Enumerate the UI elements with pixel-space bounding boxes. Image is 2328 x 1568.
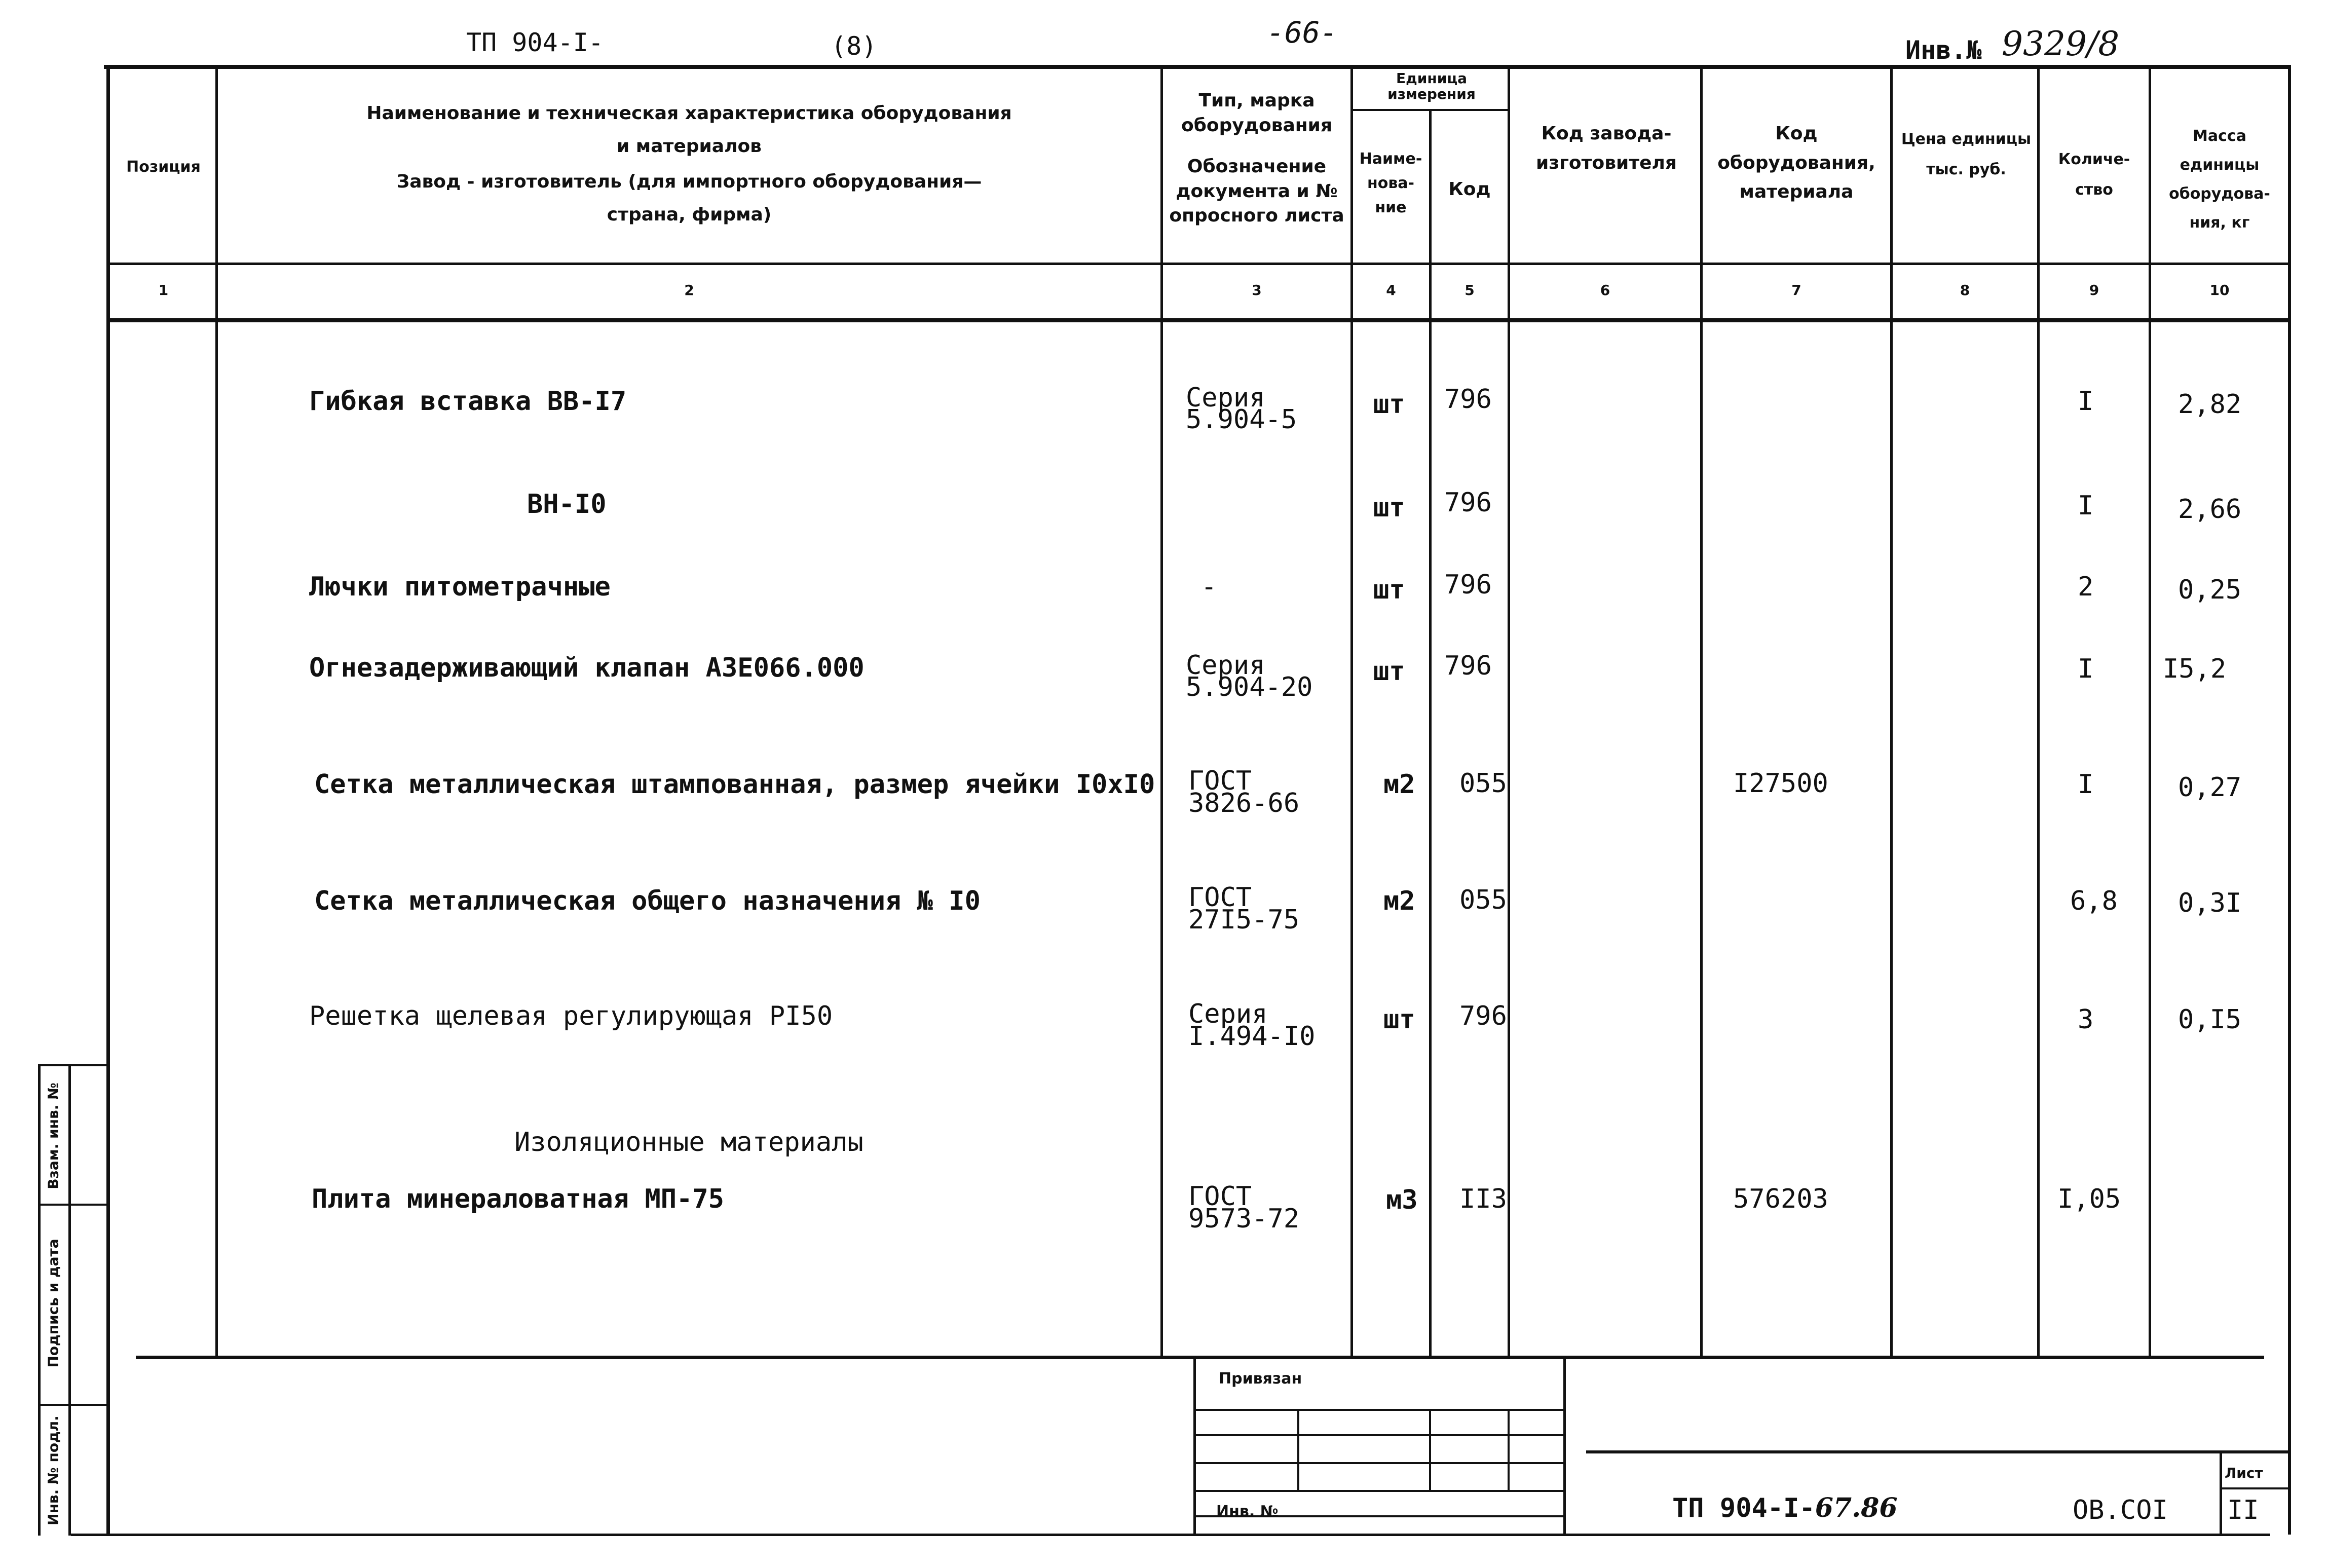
colnum-7: 7 [1791, 282, 1801, 298]
item-name: ВН-I0 [527, 489, 607, 519]
sheet-number: II [2227, 1495, 2259, 1525]
document-code-prefix: ТП 904-I- [1672, 1493, 1815, 1523]
item-mass: 0,25 [2178, 575, 2242, 605]
stamp-box-right [1563, 1356, 1566, 1536]
section-title: Изоляционные материалы [514, 1127, 863, 1158]
item-mass: 2,66 [2178, 494, 2242, 525]
item-unit-code: 796 [1444, 488, 1492, 518]
item-quantity: I [2078, 769, 2094, 800]
colnum-4: 4 [1386, 282, 1396, 298]
item-unit-code: 796 [1444, 570, 1492, 600]
header-unit-code: Код [1448, 179, 1491, 200]
item-unit: шт [1383, 1004, 1415, 1035]
item-unit-code: 796 [1459, 1001, 1507, 1031]
item-unit-code: 796 [1444, 651, 1492, 681]
item-mass: 0,27 [2178, 772, 2242, 803]
item-unit: шт [1373, 493, 1405, 523]
item-doc-line1: ГОСТ [1188, 1181, 1252, 1212]
item-quantity: I [2078, 386, 2094, 417]
item-name: Плита минераловатная МП-75 [312, 1184, 724, 1214]
header-document: Обозначение документа и № опросного листа [1169, 156, 1344, 227]
stamp-privyazan: Привязан [1219, 1370, 1302, 1388]
item-name: Лючки питометрачные [309, 572, 611, 602]
item-quantity: I,05 [2057, 1184, 2121, 1214]
item-quantity: I [2078, 654, 2094, 684]
sheet-label: Лист [2225, 1465, 2263, 1481]
item-doc-line1: - [1201, 572, 1217, 602]
item-unit: шт [1373, 575, 1405, 605]
header-name-line3: Завод - изготовитель (для импортного оборудования— [396, 171, 982, 192]
col-line-8 [2037, 65, 2040, 1357]
col-line-7 [1890, 65, 1893, 1357]
side-stamp-top [38, 1064, 109, 1066]
colnum-3: 3 [1252, 282, 1262, 298]
item-unit: м2 [1383, 769, 1415, 800]
colnum-2: 2 [684, 282, 694, 298]
item-doc-line2: 5.904-5 [1186, 404, 1297, 435]
col-line-5 [1508, 65, 1510, 1357]
item-quantity: 2 [2078, 572, 2094, 602]
side-signature-date: Подпись и дата [45, 1239, 62, 1368]
col-line-1 [215, 65, 218, 1357]
item-unit: м3 [1386, 1185, 1418, 1215]
item-doc-line2: 27I5-75 [1188, 905, 1300, 935]
unit-group-divider [1350, 109, 1510, 111]
header-type: Тип, марка оборудования [1181, 90, 1332, 136]
col-line-6 [1700, 65, 1703, 1357]
side-stamp-div2 [38, 1404, 109, 1406]
side-inv-original: Инв. № подл. [45, 1415, 62, 1525]
body-bottom-line [136, 1356, 2264, 1359]
sheet-cell-left [2220, 1453, 2222, 1535]
item-unit-code: 796 [1444, 384, 1492, 415]
header-equipment-code: Код оборудования, материала [1717, 123, 1875, 203]
item-quantity: 6,8 [2070, 886, 2118, 916]
item-unit-code: II3 [1459, 1184, 1507, 1214]
item-equipment-code: I27500 [1733, 768, 1828, 799]
header-quantity: Количе-ство [2058, 151, 2130, 199]
item-doc-line1: ГОСТ [1188, 766, 1252, 796]
colnum-6: 6 [1600, 282, 1610, 298]
side-stamp-outer [38, 1064, 41, 1536]
document-code-handwritten: 67.86 [1815, 1492, 1898, 1523]
stamp-col-a [1297, 1409, 1299, 1490]
stamp-box-left [1193, 1356, 1196, 1536]
item-name: Гибкая вставка ВВ-I7 [309, 386, 627, 417]
item-name: Огнезадерживающий клапан АЗЕ066.000 [309, 653, 865, 683]
document-designation: ТП 904-I- [466, 28, 604, 57]
col-line-2 [1160, 65, 1163, 1357]
frame-left-line [106, 65, 110, 1535]
stamp-inv-no: Инв. № [1216, 1503, 1279, 1520]
item-doc-line2: 5.904-20 [1186, 672, 1313, 702]
item-unit-code: 055 [1459, 885, 1507, 915]
item-unit: м2 [1383, 886, 1415, 916]
header-unit-group: Единица измерения [1387, 70, 1476, 102]
item-mass: I5,2 [2163, 654, 2227, 684]
item-doc-line2: 9573-72 [1188, 1204, 1300, 1234]
frame-right-line [2288, 65, 2291, 1535]
item-name: Решетка щелевая регулирующая РI50 [309, 1001, 833, 1031]
header-price: Цена единицы тыс. руб. [1901, 130, 2032, 178]
colnum-10: 10 [2209, 282, 2230, 298]
inventory-label: Инв.№ [1905, 35, 1982, 65]
side-vzam-inv: Взам. инв. № [45, 1082, 62, 1189]
colnum-divider [109, 318, 2291, 322]
item-name: Сетка металлическая общего назначения № I0 [314, 886, 981, 916]
sheet-code: ОВ.СОI [2073, 1495, 2168, 1525]
colnum-5: 5 [1465, 282, 1475, 298]
document-code [1672, 1492, 1898, 1523]
table-border-top [104, 65, 2291, 69]
stamp-col-b [1429, 1409, 1431, 1490]
stamp-row-4 [1193, 1490, 1563, 1492]
item-quantity: 3 [2078, 1004, 2094, 1035]
item-doc-line1: ГОСТ [1188, 882, 1252, 913]
colnum-9: 9 [2089, 282, 2099, 298]
item-quantity: I [2078, 491, 2094, 521]
item-doc-line2: I.494-I0 [1188, 1021, 1316, 1052]
stamp-col-c [1508, 1409, 1510, 1490]
item-name: Сетка металлическая штампованная, размер ячейки I0хI0 [314, 769, 1155, 800]
header-name-line1: Наименование и техническая характеристика оборудования [366, 103, 1012, 124]
item-unit: шт [1373, 656, 1405, 687]
item-doc-line2: 3826-66 [1188, 788, 1300, 818]
item-equipment-code: 576203 [1733, 1184, 1828, 1214]
inventory-number: 9329/8 [2002, 24, 2120, 63]
colnum-1: 1 [158, 282, 169, 298]
colnum-8: 8 [1960, 282, 1970, 298]
header-divider [109, 263, 2291, 265]
side-stamp-inner [68, 1064, 71, 1536]
sheet-cell-divider [2220, 1487, 2291, 1489]
header-mass: Масса единицы оборудова-ния, кг [2169, 127, 2270, 232]
item-doc-line1: Серия [1186, 383, 1265, 413]
item-doc-line1: Серия [1186, 650, 1265, 681]
header-position: Позиция [126, 158, 201, 176]
item-unit-code: 055 [1459, 768, 1507, 799]
col-line-9 [2149, 65, 2151, 1357]
item-mass: 0,I5 [2178, 1004, 2242, 1035]
page-number: -66- [1267, 15, 1338, 50]
document-part: (8) [831, 31, 877, 61]
header-factory-code: Код завода-изготовителя [1535, 123, 1677, 173]
header-unit-name: Наиме-нова-ние [1359, 150, 1422, 216]
item-unit: шт [1373, 389, 1405, 420]
item-mass: 0,3I [2178, 888, 2242, 918]
item-doc-line1: Серия [1188, 999, 1268, 1029]
item-mass: 2,82 [2178, 389, 2242, 420]
header-name-line4: страна, фирма) [607, 204, 772, 225]
col-line-3 [1350, 65, 1353, 1357]
title-block-line [1586, 1450, 2291, 1453]
header-name-line2: и материалов [617, 136, 762, 157]
page-bottom-line [71, 1534, 2270, 1536]
